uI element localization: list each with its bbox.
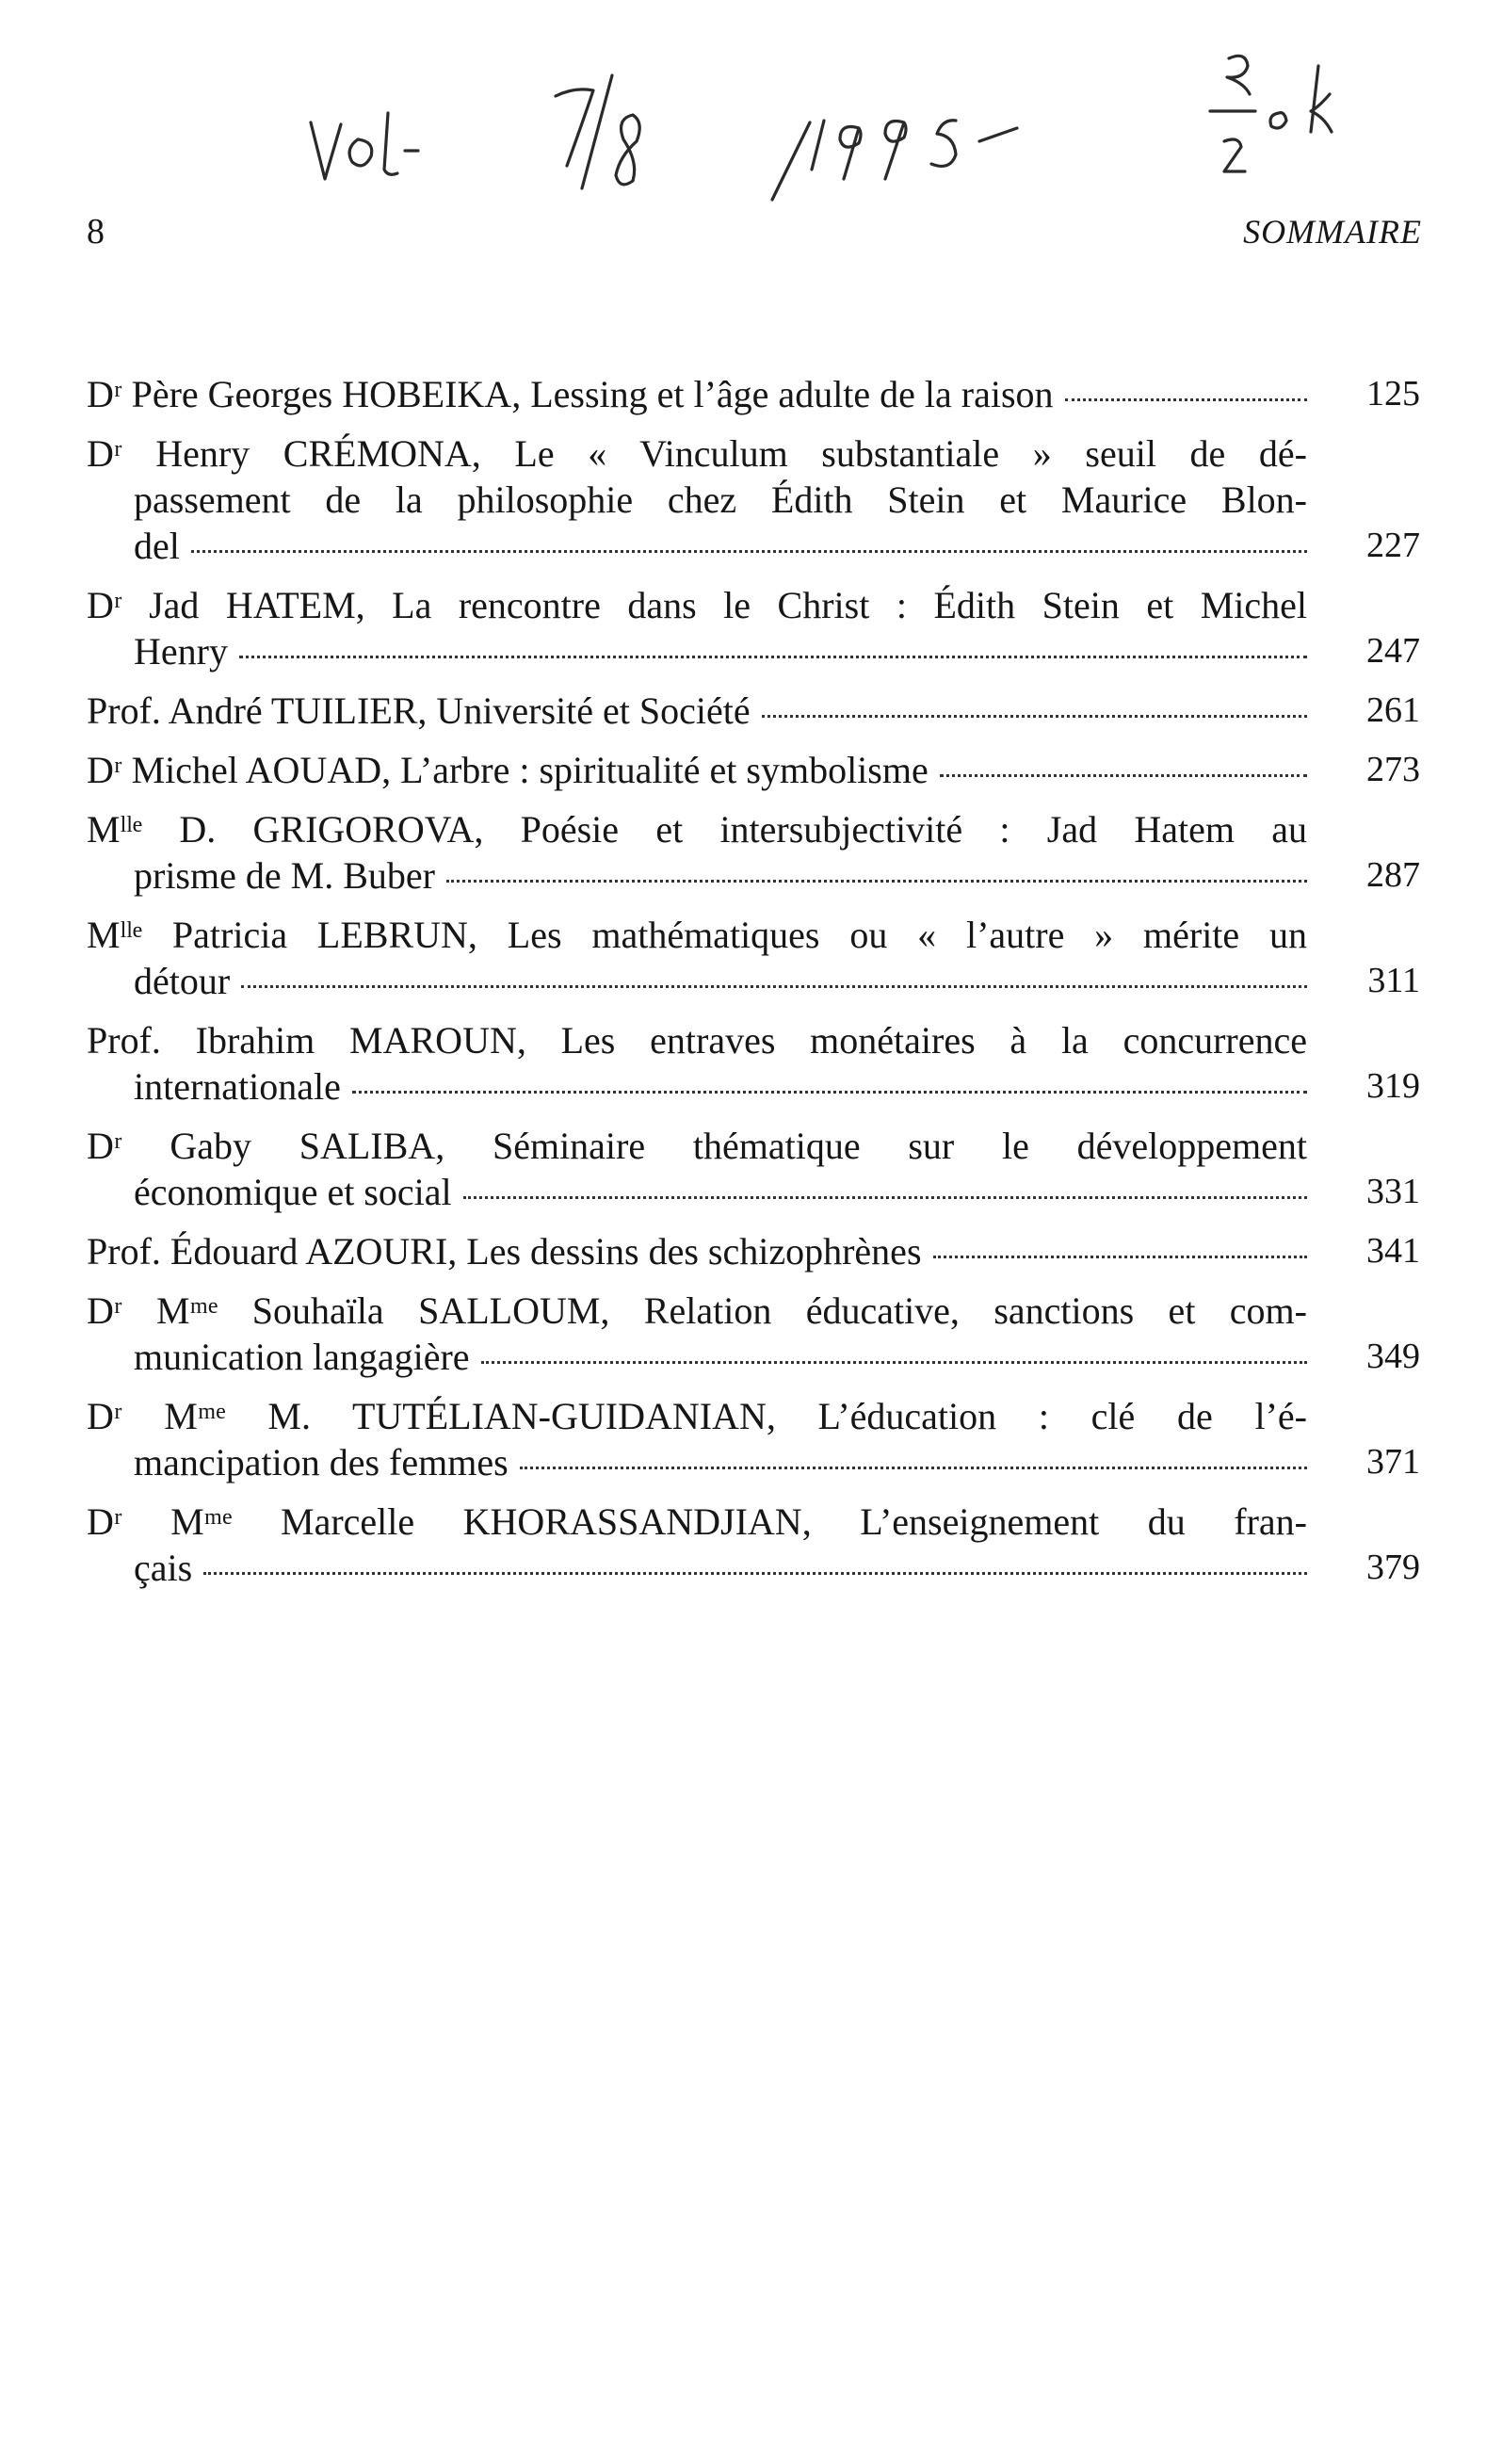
entry-text — [87, 688, 1307, 734]
toc-entry-lebrun[interactable] — [87, 912, 1420, 1004]
entry-page-number: 319 — [1366, 1066, 1420, 1106]
entry-page-number: 349 — [1366, 1337, 1420, 1376]
entry-line: détour — [134, 960, 231, 1002]
entry-line: Dʳ Michel AOUAD, L’arbre : spiritualité et symbolisme — [87, 749, 929, 791]
entry-line: Prof. Édouard AZOURI, Les dessins des schizophrènes — [87, 1230, 922, 1273]
entry-text — [87, 806, 1307, 899]
entry-text — [87, 1499, 1307, 1591]
dot-leader — [1065, 398, 1307, 401]
entry-last-line — [87, 852, 1307, 899]
entry-text — [87, 1123, 1307, 1215]
toc-entry-hobeika[interactable] — [87, 371, 1420, 417]
entry-line: çais — [134, 1547, 193, 1589]
handwritten-annotation — [283, 38, 1394, 217]
dot-leader — [203, 1572, 1307, 1575]
entry-line: Dʳ Jad HATEM, La rencontre dans le Christ : Édith Stein et Michel — [87, 584, 1307, 626]
toc-entry-saliba[interactable] — [87, 1123, 1420, 1215]
entry-page-number: 261 — [1366, 690, 1420, 730]
toc-entry-aouad[interactable] — [87, 747, 1420, 793]
toc-entry-grigorova[interactable] — [87, 806, 1420, 899]
entry-line: Dʳ Gaby SALIBA, Séminaire thématique sur le développement — [87, 1125, 1307, 1167]
entry-line: Dʳ Mᵐᵉ Marcelle KHORASSANDJIAN, L’enseignement du fran- — [87, 1500, 1307, 1543]
page-number: 8 — [87, 212, 105, 251]
toc-entry-hatem[interactable] — [87, 582, 1420, 674]
entry-line: Dʳ Mᵐᵉ Souhaïla SALLOUM, Relation éducative, sanctions et com- — [87, 1289, 1307, 1332]
entry-line: Prof. André TUILIER, Université et Société — [87, 689, 751, 732]
entry-line: munication langagière — [134, 1336, 470, 1378]
entry-text — [87, 912, 1307, 1004]
dot-leader — [239, 656, 1307, 658]
toc-entry-tuilier[interactable] — [87, 688, 1420, 734]
entry-last-line — [87, 523, 1307, 569]
entry-page-number: 247 — [1366, 631, 1420, 671]
entry-text — [87, 371, 1307, 417]
entry-line: mancipation des femmes — [134, 1441, 509, 1483]
dot-leader — [241, 985, 1307, 988]
entry-text — [87, 430, 1307, 569]
dot-leader — [762, 715, 1307, 718]
entry-text — [87, 582, 1307, 674]
entry-last-line — [87, 1439, 1307, 1485]
entry-last-line — [87, 1063, 1307, 1110]
toc-entry-tutelian-guidanian[interactable] — [87, 1393, 1420, 1485]
table-of-contents — [87, 371, 1420, 1604]
entry-text — [87, 1017, 1307, 1110]
entry-line: internationale — [134, 1065, 341, 1108]
entry-last-line — [87, 1334, 1307, 1380]
entry-line: Dʳ Mᵐᵉ M. TUTÉLIAN-GUIDANIAN, L’éducation : clé de l’é- — [87, 1395, 1307, 1437]
entry-page-number: 379 — [1366, 1548, 1420, 1587]
entry-last-line — [87, 688, 1307, 734]
entry-last-line — [87, 747, 1307, 793]
dot-leader — [191, 550, 1307, 553]
dot-leader — [940, 774, 1307, 777]
entry-page-number: 273 — [1366, 750, 1420, 789]
entry-text — [87, 1393, 1307, 1485]
entry-text — [87, 1288, 1307, 1380]
dot-leader — [933, 1256, 1307, 1258]
entry-last-line — [87, 628, 1307, 674]
entry-last-line — [87, 371, 1307, 417]
dot-leader — [481, 1361, 1307, 1364]
entry-line: prisme de M. Buber — [134, 854, 435, 897]
entry-text — [87, 747, 1307, 793]
dot-leader — [352, 1091, 1307, 1094]
entry-line: Dʳ Père Georges HOBEIKA, Lessing et l’âge adulte de la raison — [87, 373, 1054, 415]
toc-entry-maroun[interactable] — [87, 1017, 1420, 1110]
entry-last-line — [87, 1169, 1307, 1215]
entry-line: Mˡˡᵉ D. GRIGOROVA, Poésie et intersubjectivité : Jad Hatem au — [87, 808, 1307, 851]
entry-line: passement de la philosophie chez Édith Stein et Maurice Blon- — [134, 478, 1307, 521]
entry-line: Prof. Ibrahim MAROUN, Les entraves monétaires à la concurrence — [87, 1019, 1307, 1062]
toc-entry-salloum[interactable] — [87, 1288, 1420, 1380]
entry-line: del — [134, 525, 180, 567]
entry-page-number: 371 — [1366, 1442, 1420, 1482]
entry-line: économique et social — [134, 1171, 452, 1213]
entry-last-line — [87, 958, 1307, 1004]
entry-page-number: 287 — [1366, 855, 1420, 895]
toc-entry-azouri[interactable] — [87, 1228, 1420, 1274]
dot-leader — [446, 880, 1307, 883]
entry-text — [87, 1228, 1307, 1274]
entry-line: Dʳ Henry CRÉMONA, Le « Vinculum substantiale » seuil de dé- — [87, 432, 1307, 475]
toc-entry-khorassandjian[interactable] — [87, 1499, 1420, 1591]
entry-page-number: 125 — [1366, 374, 1420, 413]
entry-line: Mˡˡᵉ Patricia LEBRUN, Les mathématiques ou « l’autre » mérite un — [87, 914, 1307, 956]
entry-page-number: 311 — [1367, 961, 1420, 1000]
entry-line: Henry — [134, 630, 228, 673]
entry-last-line — [87, 1545, 1307, 1591]
running-head: SOMMAIRE — [1243, 213, 1422, 251]
entry-page-number: 331 — [1366, 1172, 1420, 1211]
toc-entry-cremona[interactable] — [87, 430, 1420, 569]
entry-last-line — [87, 1228, 1307, 1274]
entry-page-number: 341 — [1366, 1231, 1420, 1271]
dot-leader — [520, 1467, 1307, 1469]
dot-leader — [463, 1196, 1307, 1199]
entry-page-number: 227 — [1366, 526, 1420, 565]
